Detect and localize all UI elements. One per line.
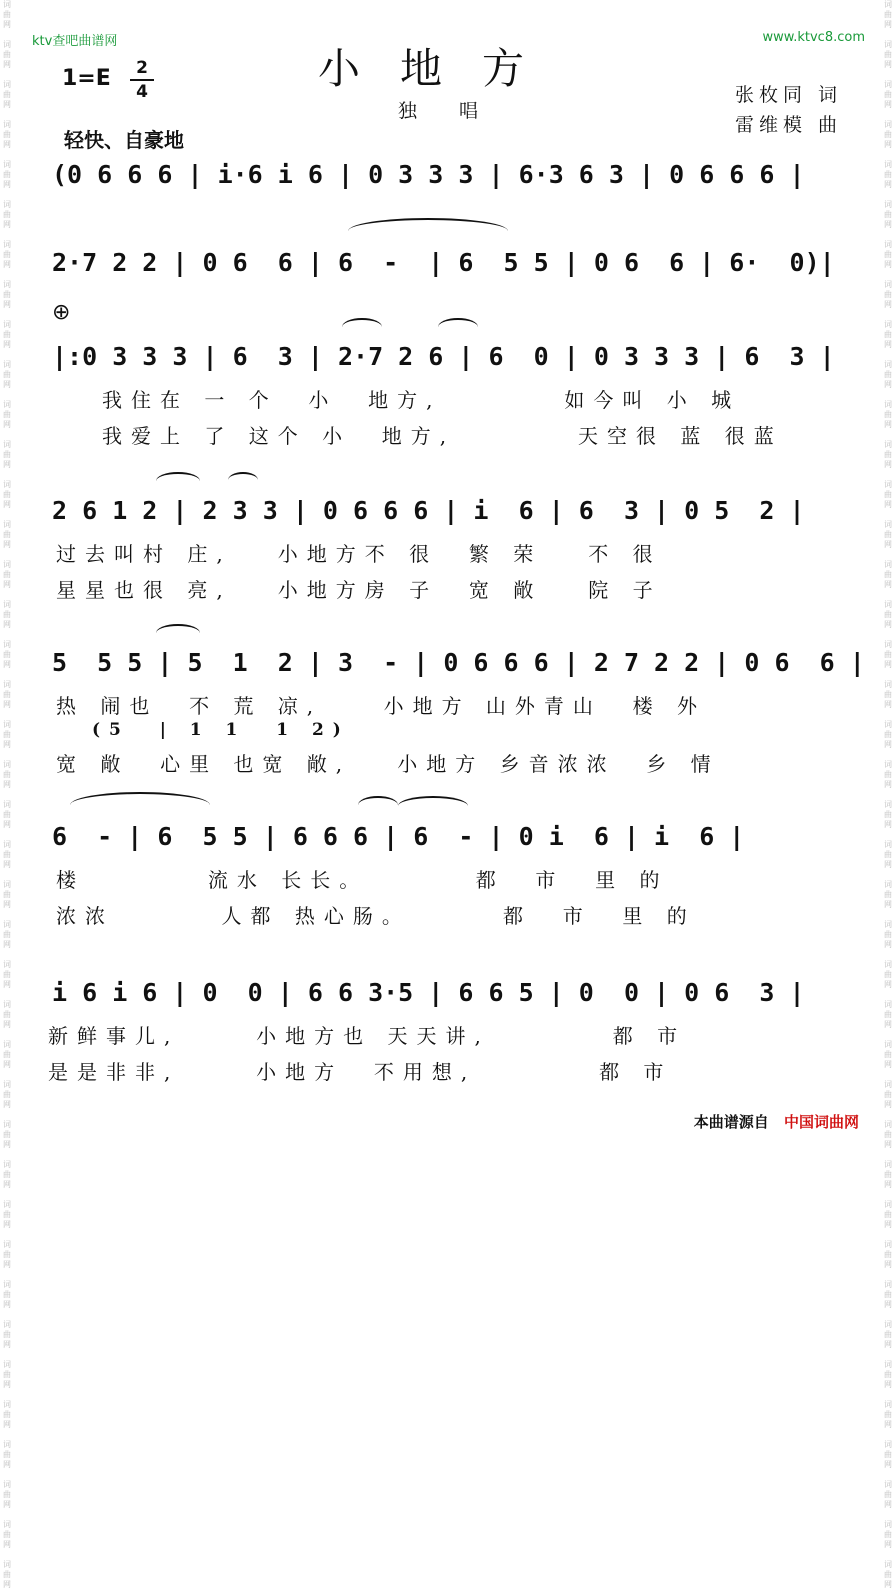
score-row-3: [52, 342, 842, 448]
lyric-verse-1: 我住在 一 个 小 地方, 如今叫 小 城: [102, 388, 741, 412]
meter-top: 2: [136, 58, 148, 78]
meter-divider: [130, 79, 154, 81]
key-signature: 1=E: [62, 66, 111, 91]
score-row-2: [52, 248, 842, 308]
source-site-link[interactable]: 中国词曲网: [783, 1113, 859, 1131]
time-signature: [130, 58, 154, 102]
notation-line: 2 6 1 2 | 2 3 3 | 0 6 6 6 | i 6 | 6 3 | 0 5 2 |: [52, 496, 805, 525]
score-row-7: [48, 978, 842, 1084]
side-watermark-right: 词 曲 网 词 曲 网 词 曲 网 词 曲 网 词 曲 网 词 曲 网 词 曲 网 词 曲 网 词 曲 网 词 曲 网 词 曲 网 词 曲 网 词 曲 网 词 曲 网 词 曲 网 词 曲 网 词 曲 网 词 曲 网 词 曲 网 词 曲 网 词 曲 网 词 曲 网 词 曲 网 词 曲 网 词 曲 网 词 曲 网 词 曲 网 词 曲 网 词 曲 网 词 曲 网 词 曲 网 词 曲 网 词 曲 网 词 曲 网 词 曲 网 词 曲 网 词 曲 网 词 曲 网 词 曲 网 词 曲 网: [884, 0, 892, 1589]
lyric-verse-2: 星星也很 亮, 小地方房 子 宽 敞 院 子: [56, 578, 662, 602]
notation-line: 5 5 5 | 5 1 2 | 3 - | 0 6 6 6 | 2 7 2 2 | 0 6 6 |: [52, 648, 865, 677]
slur-mark: [358, 796, 398, 814]
lyric-verse-2: 浓浓 人都 热心肠。 都 市 里 的: [56, 904, 696, 928]
slur-mark: [348, 218, 508, 244]
tempo-marking: 轻快、自豪地: [64, 128, 184, 152]
alt-notation: (5 | 1 1 1 2): [92, 720, 350, 740]
lyric-verse-1: 热 闹也 不 荒 凉, 小地方 山外青山 楼 外: [56, 694, 707, 718]
watermark-right: www.ktvc8.com: [762, 30, 865, 45]
side-watermark-left: 词 曲 网 词 曲 网 词 曲 网 词 曲 网 词 曲 网 词 曲 网 词 曲 网 词 曲 网 词 曲 网 词 曲 网 词 曲 网 词 曲 网 词 曲 网 词 曲 网 词 曲 网 词 曲 网 词 曲 网 词 曲 网 词 曲 网 词 曲 网 词 曲 网 词 曲 网 词 曲 网 词 曲 网 词 曲 网 词 曲 网 词 曲 网 词 曲 网 词 曲 网 词 曲 网 词 曲 网 词 曲 网 词 曲 网 词 曲 网 词 曲 网 词 曲 网 词 曲 网 词 曲 网 词 曲 网 词 曲 网: [3, 0, 11, 1589]
song-subtitle: 独唱: [398, 100, 521, 122]
lyricist-credit: 张枚同 词: [735, 84, 843, 106]
notation-line: i 6 i 6 | 0 0 | 6 6 3·5 | 6 6 5 | 0 0 | 0 6 3 |: [52, 978, 805, 1007]
score-row-5: [52, 648, 865, 776]
lyric-verse-1: 楼 流水 长长。 都 市 里 的: [56, 868, 669, 892]
lyric-verse-1: 新鲜事儿, 小地方也 天天讲, 都 市: [48, 1024, 687, 1048]
composer-credit: 雷维模 曲: [735, 114, 843, 136]
lyric-verse-2: 我爱上 了 这个 小 地方, 天空很 蓝 很蓝: [102, 424, 783, 448]
lyric-verse-2: 是是非非, 小地方 不用想, 都 市: [48, 1060, 673, 1084]
lyric-verse-1: 过去叫村 庄, 小地方不 很 繁 荣 不 很: [56, 542, 662, 566]
notation-line: |:0 3 3 3 | 6 3 | 2·7 2 6 | 6 0 | 0 3 3 3 | 6 3 |: [52, 342, 835, 371]
slur-mark: [438, 318, 478, 336]
score-row-4: [52, 496, 842, 602]
slur-mark: [398, 796, 468, 816]
song-title: 小地方: [318, 44, 565, 93]
source-footer: [694, 1111, 859, 1132]
slur-mark: [156, 624, 200, 642]
slur-mark: [156, 472, 200, 490]
score-row-6: [52, 822, 842, 928]
notation-line: 2·7 2 2 | 0 6 6 | 6 - | 6 5 5 | 0 6 6 | 6· 0)|: [52, 248, 835, 277]
slur-mark: [342, 318, 382, 336]
meter-bottom: 4: [136, 82, 148, 102]
segno-icon: ⊕: [52, 300, 71, 325]
slur-mark: [70, 792, 210, 818]
slur-mark: [228, 472, 258, 488]
lyric-verse-2: 宽 敞 心里 也宽 敞, 小地方 乡音浓浓 乡 情: [56, 752, 720, 776]
notation-line: (0 6 6 6 | i·6 i 6 | 0 3 3 3 | 6·3 6 3 | 0 6 6 6 |: [52, 160, 805, 189]
watermark-left: ktv查吧曲谱网: [32, 34, 118, 49]
score-row-1: [52, 160, 842, 220]
source-label: 本曲谱源自: [693, 1113, 769, 1131]
notation-line: 6 - | 6 5 5 | 6 6 6 | 6 - | 0 i 6 | i 6 |: [52, 822, 745, 851]
